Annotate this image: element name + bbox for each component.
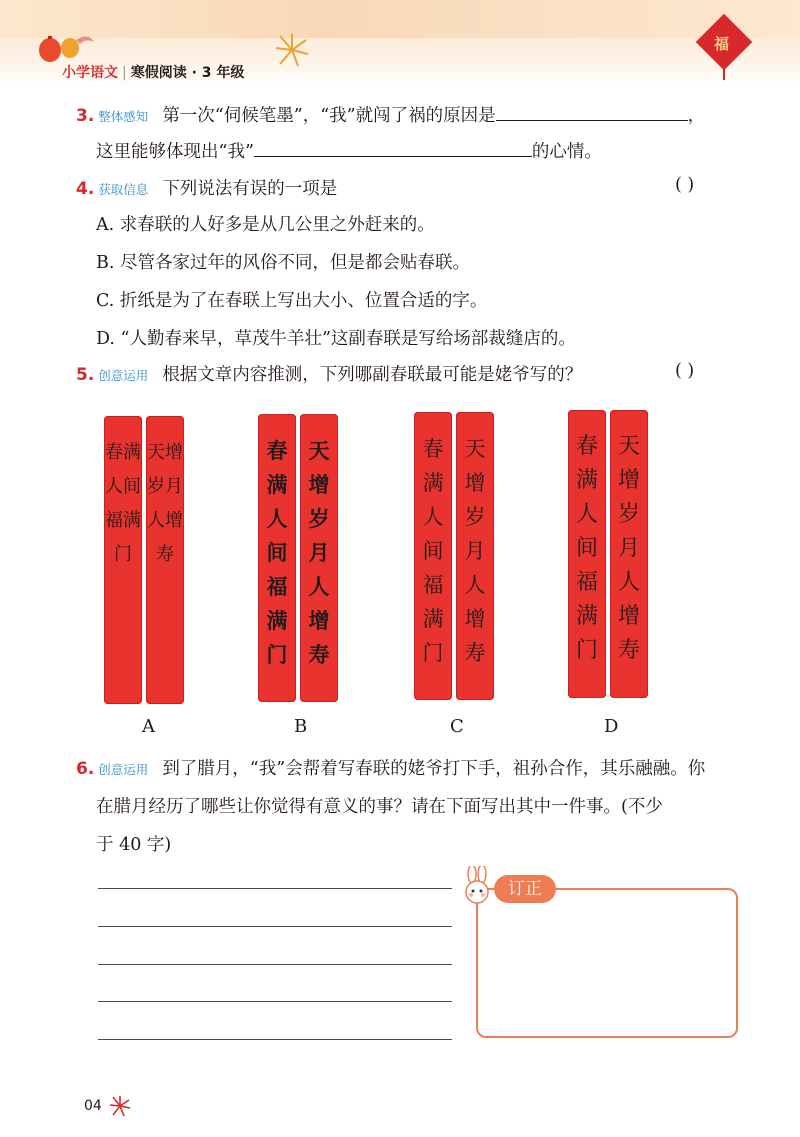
q5-tag: 创意运用 bbox=[98, 368, 149, 383]
q6-text1: 到了腊月，“我”会帮着写春联的姥爷打下手，祖孙合作，其乐融融。你 bbox=[162, 759, 706, 779]
q4-option-a: A. 求春联的人好多是从几公里之外赶来的。 bbox=[96, 215, 435, 235]
q4-line bbox=[76, 175, 337, 200]
page-header bbox=[0, 0, 800, 90]
couplet-a-left-text: 春满人间福满门 bbox=[105, 442, 141, 565]
header-divider: | bbox=[122, 65, 127, 81]
q4-text: 下列说法有误的一项是 bbox=[162, 179, 338, 199]
charm-tassel bbox=[723, 64, 725, 80]
q3-line1 bbox=[76, 102, 705, 127]
q4-number: 4. bbox=[76, 179, 95, 199]
couplet-a-right-text: 天增岁月人增寿 bbox=[147, 442, 183, 565]
couplet-b-left bbox=[258, 414, 296, 702]
couplet-b-letter: B bbox=[294, 716, 308, 737]
couplet-a-letter: A bbox=[142, 716, 155, 737]
q3-number: 3. bbox=[76, 106, 95, 126]
q5-text: 根据文章内容推测，下列哪副春联最可能是姥爷写的？ bbox=[162, 365, 583, 385]
q5-answer-paren[interactable]: ( ) bbox=[675, 361, 695, 381]
q6-number: 6. bbox=[76, 759, 95, 779]
couplet-c-right bbox=[456, 412, 494, 700]
couplet-b-right bbox=[300, 414, 338, 702]
correction-box[interactable] bbox=[476, 888, 738, 1038]
couplet-a-right bbox=[146, 416, 184, 704]
page-number: 04 bbox=[84, 1098, 102, 1114]
q3-tag: 整体感知 bbox=[98, 109, 149, 124]
q5-line bbox=[76, 361, 582, 386]
q3-text2-end: 的心情。 bbox=[531, 142, 602, 162]
writing-line-5[interactable] bbox=[98, 1039, 452, 1040]
correction-label: 订正 bbox=[494, 875, 556, 903]
q3-blank-1[interactable] bbox=[496, 102, 688, 121]
writing-line-1[interactable] bbox=[98, 888, 452, 889]
writing-line-4[interactable] bbox=[98, 1001, 452, 1002]
q3-blank-2[interactable] bbox=[254, 138, 532, 157]
q4-option-b: B. 尽管各家过年的风俗不同，但是都会贴春联。 bbox=[96, 253, 470, 273]
couplet-c-left bbox=[414, 412, 452, 700]
q3-text2: 这里能够体现出“我” bbox=[96, 142, 254, 162]
q4-answer-paren[interactable]: ( ) bbox=[675, 175, 695, 195]
firework-icon bbox=[108, 1094, 132, 1118]
couplet-d-right-text: 天增岁月人增寿 bbox=[617, 434, 640, 663]
q4-option-c: C. 折纸是为了在春联上写出大小、位置合适的字。 bbox=[96, 291, 488, 311]
writing-line-3[interactable] bbox=[98, 964, 452, 965]
q3-text1: 第一次“伺候笔墨”，“我”就闯了祸的原因是 bbox=[162, 106, 496, 126]
q5-number: 5. bbox=[76, 365, 95, 385]
firework-icon bbox=[272, 30, 312, 70]
couplet-d-left bbox=[568, 410, 606, 698]
couplet-d-letter: D bbox=[604, 716, 619, 737]
couplet-c-right-text: 天增岁月人增寿 bbox=[464, 437, 486, 665]
fu-charm-text: 福 bbox=[714, 35, 730, 53]
subject-label: 小学语文 bbox=[62, 65, 118, 81]
book-label: 寒假阅读 · 3 年级 bbox=[130, 65, 245, 81]
q3-text1-end: ， bbox=[687, 106, 706, 126]
q6-line1 bbox=[76, 755, 705, 780]
writing-line-2[interactable] bbox=[98, 926, 452, 927]
couplet-b-right-text: 天增岁月人增寿 bbox=[308, 439, 330, 667]
q6-line3: 于 40 字) bbox=[96, 835, 172, 855]
q3-line2 bbox=[96, 138, 602, 163]
header-band bbox=[0, 0, 800, 38]
couplet-b-left-text: 春满人间福满门 bbox=[266, 439, 288, 667]
q6-tag: 创意运用 bbox=[98, 762, 149, 777]
header-title bbox=[62, 62, 244, 82]
couplet-c-letter: C bbox=[450, 716, 464, 737]
couplet-d-left-text: 春满人间福满门 bbox=[575, 434, 598, 663]
couplet-a-left bbox=[104, 416, 142, 704]
q6-line2: 在腊月经历了哪些让你觉得有意义的事？请在下面写出其中一件事。(不少 bbox=[96, 797, 663, 817]
q4-option-d: D. “人勤春来早，草茂牛羊壮”这副春联是写给场部裁缝店的。 bbox=[96, 329, 576, 349]
couplet-c-left-text: 春满人间福满门 bbox=[422, 437, 444, 665]
bunny-icon bbox=[462, 866, 496, 906]
couplet-d-right bbox=[610, 410, 648, 698]
q4-tag: 获取信息 bbox=[98, 182, 149, 197]
